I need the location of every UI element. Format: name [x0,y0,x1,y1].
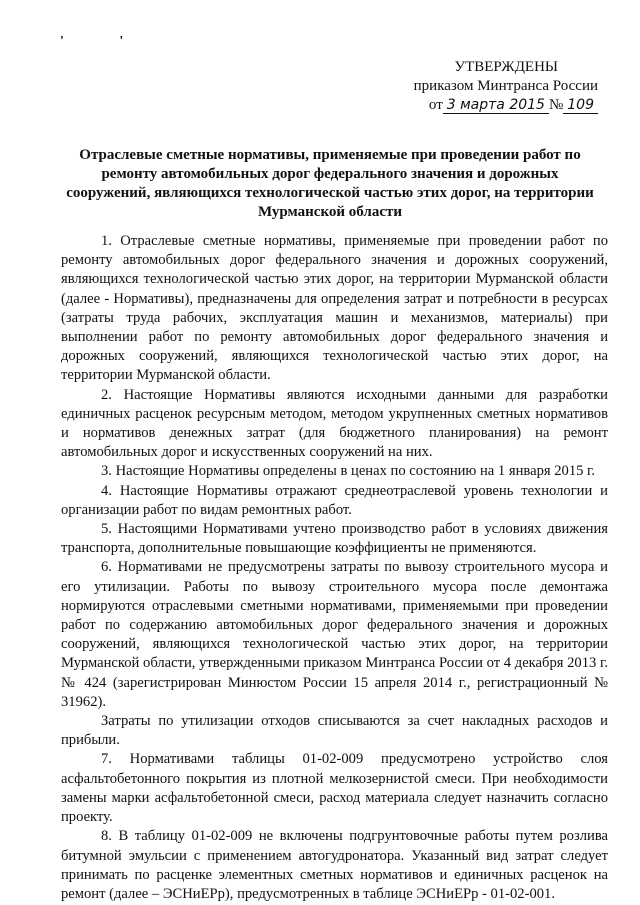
approval-date-line [0,96,598,115]
corner-marks: ' ' [60,34,150,49]
paragraph-4: 4. Настоящие Нормативы отражают среднеотраслевой уровень технологии и организации работ по видам ремонтных работ. [61,482,608,518]
paragraph-6-note: Затраты по утилизации отходов списываются за счет накладных расходов и прибыли. [61,713,608,749]
approval-number-handwritten: 109 [563,97,598,114]
approval-number-prefix: № [548,97,564,113]
approval-heading: УТВЕРЖДЕНЫ [454,59,558,75]
paragraph-3: 3. Настоящие Нормативы определены в ценах по состоянию на 1 января 2015 г. [101,463,596,480]
paragraph-6: 6. Нормативами не предусмотрены затраты по вывозу строительного мусора и его утилизации. Работы по вывозу строительного мусора после демонтажа нормируются отраслевыми сметными нормативами, применяемыми при проведении работ по содержанию автомобильных дорог федерального значения и дорожных сооружений, являющихся технологической частью этих дорог, на территории Мурманской области, утвержденными приказом Минтранса России от 4 декабря 2013 г. № 424 (зарегистрирован Минюстом России 15 апреля 2014 г., регистрационный № 31962). [61,559,608,710]
approval-from-prefix: от [428,97,443,113]
approval-date-handwritten: 3 марта 2015 [443,97,549,114]
paragraph-8: 8. В таблицу 01-02-009 не включены подгрунтовочные работы путем розлива битумной эмульсии с применением автогудронатора. Указанный вид затрат следует принимать по расценке элементных сметных нормативов и единичных расценок на ремонт (далее – ЭСНиЕРр), предусмотренных в таблице ЭСНиЕРр - 01-02-001. [61,828,608,902]
document-body [61,232,608,904]
paragraph-5: 5. Настоящими Нормативами учтено производство работ в условиях движения транспорта, дополнительные повышающие коэффициенты не применяются. [61,521,608,557]
paragraph-7: 7. Нормативами таблицы 01-02-009 предусмотрено устройство слоя асфальтобетонного покрытия из плотной мелкозернистой смеси. При необходимости замены марки асфальтобетонной смеси, расход материала следует назначить согласно проекту. [61,751,608,826]
approval-block [0,58,598,115]
document-title: Отраслевые сметные нормативы, применяемые при проведении работ по ремонту автомобильных дорог федерального значения и дорожных сооружений, являющихся технологической частью этих дорог, на территории Мурманской области [66,147,594,220]
paragraph-2: 2. Настоящие Нормативы являются исходными данными для разработки единичных расценок ресурсным методом, методом укрупненных сметных нормативов и нормативов денежных затрат (для бюджетного планирования) на ремонт автомобильных дорог и искусственных сооружений на них. [61,386,608,461]
paragraph-1: 1. Отраслевые сметные нормативы, применяемые при проведении работ по ремонту автомобильных дорог федерального значения и дорожных сооружений, являющихся технологической частью этих дорог, на территории Мурманской области (далее - Нормативы), предназначены для определения затрат и потребности в ресурсах (затраты труда рабочих, эксплуатация машин и механизмов, материалы) при выполнении работ по ремонту автомобильных дорог федерального значения и дорожных сооружений, являющихся технологической частью этих дорог, на территории Мурманской области. [61,233,608,384]
approval-order-line: приказом Минтранса России [413,78,598,94]
